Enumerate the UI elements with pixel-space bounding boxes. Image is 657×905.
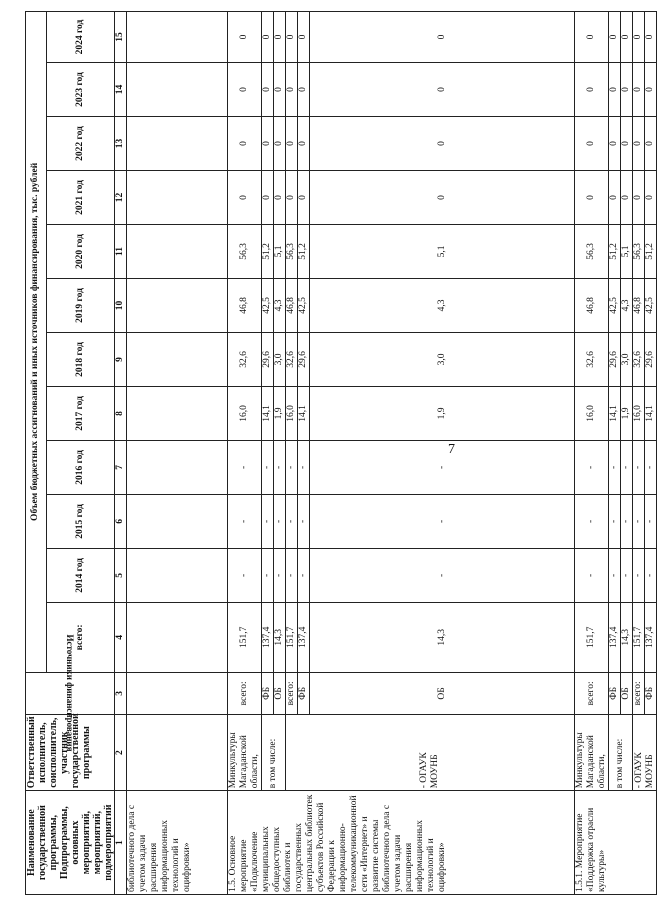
header-year: 2022 год (46, 117, 114, 171)
source: ФБ (298, 672, 310, 714)
year-value: - (575, 494, 609, 548)
header-year: 2023 год (46, 63, 114, 117)
column-number: 2 (115, 715, 127, 791)
column-number: 6 (115, 494, 127, 548)
year-value: 42,5 (609, 278, 621, 332)
year-value: 0 (645, 63, 657, 117)
empty-cell (127, 494, 228, 548)
header-year: 2014 год (46, 548, 114, 602)
year-value: 0 (310, 117, 575, 171)
table-row (262, 12, 274, 895)
year-value: 0 (609, 171, 621, 225)
year-value: 0 (286, 171, 298, 225)
header-source: Источники финансирования (65, 634, 75, 752)
year-value: 3,0 (621, 332, 633, 386)
year-value: 1,9 (274, 386, 286, 440)
year-value: - (228, 494, 262, 548)
year-value: - (228, 440, 262, 494)
empty-cell (127, 117, 228, 171)
year-value: 29,6 (262, 332, 274, 386)
header-year: 2020 год (46, 224, 114, 278)
year-value: 42,5 (298, 278, 310, 332)
empty-cell (127, 440, 228, 494)
year-value: - (262, 548, 274, 602)
year-value: - (274, 494, 286, 548)
table-body (127, 12, 657, 895)
year-value: 1,9 (310, 386, 575, 440)
year-value: - (298, 548, 310, 602)
year-value: 29,6 (609, 332, 621, 386)
year-value: - (298, 440, 310, 494)
year-value: 0 (310, 12, 575, 63)
year-value: - (633, 548, 645, 602)
year-value: 0 (228, 63, 262, 117)
year-value: 51,2 (609, 224, 621, 278)
column-number: 11 (115, 224, 127, 278)
rotated-table-wrapper (25, 11, 655, 895)
column-number: 14 (115, 63, 127, 117)
header-name: Наименование государственной программы, Подпрограммы, основных мероприятий, мероприятий, подмероприятий (26, 791, 115, 895)
year-value: - (310, 494, 575, 548)
year-value: 0 (274, 117, 286, 171)
section-description: 1.5. Основное мероприятие «Подключение муниципальных общедоступных библиотек и государственных центральных библиотек субъектов Российской Федерации к информационно-телекоммуникационной сети «Интернет» и развитие системы библиотечного дела с учетом задачи расширения информационных технологий и оцифровки» (228, 791, 575, 895)
year-value: 0 (609, 117, 621, 171)
year-value: - (310, 440, 575, 494)
year-value: 42,5 (645, 278, 657, 332)
source: ФБ (645, 672, 657, 714)
year-value: 0 (228, 117, 262, 171)
year-value: 0 (310, 63, 575, 117)
year-value: 29,6 (298, 332, 310, 386)
year-value: - (609, 548, 621, 602)
empty-cell (127, 278, 228, 332)
year-value: 32,6 (286, 332, 298, 386)
source: ОБ (310, 672, 575, 714)
year-value: 0 (633, 171, 645, 225)
total-value: 151,7 (575, 602, 609, 672)
year-value: 0 (575, 117, 609, 171)
year-value: 4,3 (310, 278, 575, 332)
year-value: 0 (228, 171, 262, 225)
source: всего: (575, 672, 609, 714)
year-value: - (609, 494, 621, 548)
table-row (609, 12, 621, 895)
year-value: 16,0 (228, 386, 262, 440)
responsible-b: в том числе: (609, 715, 633, 791)
year-value: 14,1 (609, 386, 621, 440)
continuation-description: библиотечного дела с учетом задачи расширения информационных технологий и оцифровки» (127, 791, 228, 895)
header-year: 2019 год (46, 278, 114, 332)
year-value: 4,3 (621, 278, 633, 332)
table-row (286, 12, 298, 895)
source: ОБ (274, 672, 286, 714)
table-row (228, 12, 262, 895)
page-number: 7 (448, 442, 455, 457)
year-value: - (310, 548, 575, 602)
year-value: - (633, 494, 645, 548)
header-year: 2015 год (46, 494, 114, 548)
year-value: 16,0 (575, 386, 609, 440)
year-value: 0 (621, 12, 633, 63)
year-value: - (645, 440, 657, 494)
year-value: - (621, 440, 633, 494)
column-number: 5 (115, 548, 127, 602)
year-value: 0 (286, 12, 298, 63)
year-value: 0 (262, 171, 274, 225)
header-volume: Объем бюджетных ассигнований и иных источников финансирования, тыс. рублей (26, 12, 47, 673)
year-value: 0 (575, 63, 609, 117)
year-value: - (621, 494, 633, 548)
header-year: 2024 год (46, 12, 114, 63)
responsible-a: Минкультуры Магаданской области, (228, 715, 262, 791)
source: ФБ (262, 672, 274, 714)
year-value: 0 (645, 12, 657, 63)
column-number: 12 (115, 171, 127, 225)
year-value: 46,8 (286, 278, 298, 332)
year-value: - (575, 440, 609, 494)
year-value: - (286, 494, 298, 548)
year-value: 56,3 (228, 224, 262, 278)
year-value: 0 (633, 117, 645, 171)
year-value: 0 (298, 12, 310, 63)
empty-cell (127, 672, 228, 714)
total-value: 137,4 (298, 602, 310, 672)
empty-cell (127, 602, 228, 672)
column-number-row (115, 12, 127, 895)
total-value: 14,3 (274, 602, 286, 672)
empty-cell (127, 224, 228, 278)
year-value: 56,3 (575, 224, 609, 278)
column-number: 4 (115, 602, 127, 672)
year-value: 0 (621, 171, 633, 225)
year-value: 14,1 (645, 386, 657, 440)
header-year: 2017 год (46, 386, 114, 440)
year-value: 0 (286, 63, 298, 117)
responsible-b: в том числе: (262, 715, 286, 791)
year-value: 32,6 (575, 332, 609, 386)
column-number: 1 (115, 791, 127, 895)
header-year: 2018 год (46, 332, 114, 386)
year-value: 0 (274, 12, 286, 63)
column-number: 9 (115, 332, 127, 386)
empty-cell (127, 171, 228, 225)
year-value: - (286, 548, 298, 602)
year-value: - (228, 548, 262, 602)
year-value: - (286, 440, 298, 494)
year-value: 51,2 (298, 224, 310, 278)
year-value: 0 (633, 12, 645, 63)
year-value: 0 (262, 12, 274, 63)
year-value: 0 (274, 63, 286, 117)
year-value: 16,0 (286, 386, 298, 440)
year-value: 0 (262, 117, 274, 171)
year-value: 46,8 (228, 278, 262, 332)
year-value: 0 (633, 63, 645, 117)
year-value: - (274, 548, 286, 602)
year-value: 46,8 (633, 278, 645, 332)
year-value: 46,8 (575, 278, 609, 332)
responsible-a: Минкультуры Магаданской области, (575, 715, 609, 791)
header-year: 2016 год (46, 440, 114, 494)
year-value: 32,6 (633, 332, 645, 386)
total-value: 151,7 (633, 602, 645, 672)
year-value: 5,1 (621, 224, 633, 278)
year-value: 1,9 (621, 386, 633, 440)
continuation-row (127, 12, 228, 895)
year-value: - (609, 440, 621, 494)
year-value: 0 (298, 171, 310, 225)
header-total: всего: (46, 602, 114, 672)
year-value: 14,1 (262, 386, 274, 440)
year-value: 0 (262, 63, 274, 117)
year-value: 0 (298, 63, 310, 117)
year-value: 0 (286, 117, 298, 171)
year-value: 0 (645, 171, 657, 225)
header-responsible: Ответственный исполнитель, соисполнитель, участник государственной программы (26, 715, 115, 791)
year-value: - (645, 548, 657, 602)
year-value: 0 (609, 12, 621, 63)
total-value: 151,7 (228, 602, 262, 672)
year-value: 0 (621, 117, 633, 171)
empty-cell (127, 715, 228, 791)
year-value: 3,0 (274, 332, 286, 386)
financing-table (25, 11, 657, 895)
year-value: 0 (621, 63, 633, 117)
year-value: 0 (609, 63, 621, 117)
year-value: 4,3 (274, 278, 286, 332)
year-value: 32,6 (228, 332, 262, 386)
column-number: 15 (115, 12, 127, 63)
year-value: 56,3 (633, 224, 645, 278)
responsible-c: - ОГАУК МОУНБ (286, 715, 575, 791)
empty-cell (127, 386, 228, 440)
total-value: 137,4 (262, 602, 274, 672)
year-value: - (274, 440, 286, 494)
table-row (633, 12, 645, 895)
column-number: 13 (115, 117, 127, 171)
year-value: 14,1 (298, 386, 310, 440)
year-value: 0 (274, 171, 286, 225)
section-description: 1.5.1. Мероприятие «Поддержка отрасли культуры» (575, 791, 657, 895)
source: всего: (286, 672, 298, 714)
source: ОБ (621, 672, 633, 714)
year-value: 0 (575, 171, 609, 225)
year-value: 0 (310, 171, 575, 225)
total-value: 151,7 (286, 602, 298, 672)
source: всего: (228, 672, 262, 714)
year-value: 51,2 (645, 224, 657, 278)
year-value: 3,0 (310, 332, 575, 386)
responsible-c: - ОГАУК МОУНБ (633, 715, 657, 791)
year-value: - (262, 494, 274, 548)
source: всего: (633, 672, 645, 714)
year-value: 0 (228, 12, 262, 63)
year-value: 56,3 (286, 224, 298, 278)
column-number: 7 (115, 440, 127, 494)
empty-cell (127, 548, 228, 602)
year-value: - (298, 494, 310, 548)
total-value: 14,3 (621, 602, 633, 672)
year-value: 0 (575, 12, 609, 63)
year-value: - (575, 548, 609, 602)
total-value: 137,4 (645, 602, 657, 672)
year-value: - (262, 440, 274, 494)
year-value: 0 (298, 117, 310, 171)
column-number: 8 (115, 386, 127, 440)
source: ФБ (609, 672, 621, 714)
year-value: - (645, 494, 657, 548)
empty-cell (127, 332, 228, 386)
year-value: 29,6 (645, 332, 657, 386)
year-value: 16,0 (633, 386, 645, 440)
year-value: - (621, 548, 633, 602)
empty-cell (127, 12, 228, 63)
year-value: 5,1 (310, 224, 575, 278)
empty-cell (127, 63, 228, 117)
table-row (575, 12, 609, 895)
year-value: 42,5 (262, 278, 274, 332)
year-value: 5,1 (274, 224, 286, 278)
column-number: 10 (115, 278, 127, 332)
year-value: 0 (645, 117, 657, 171)
year-value: 51,2 (262, 224, 274, 278)
total-value: 137,4 (609, 602, 621, 672)
year-value: - (633, 440, 645, 494)
total-value: 14,3 (310, 602, 575, 672)
header-year: 2021 год (46, 171, 114, 225)
column-number: 3 (115, 672, 127, 714)
